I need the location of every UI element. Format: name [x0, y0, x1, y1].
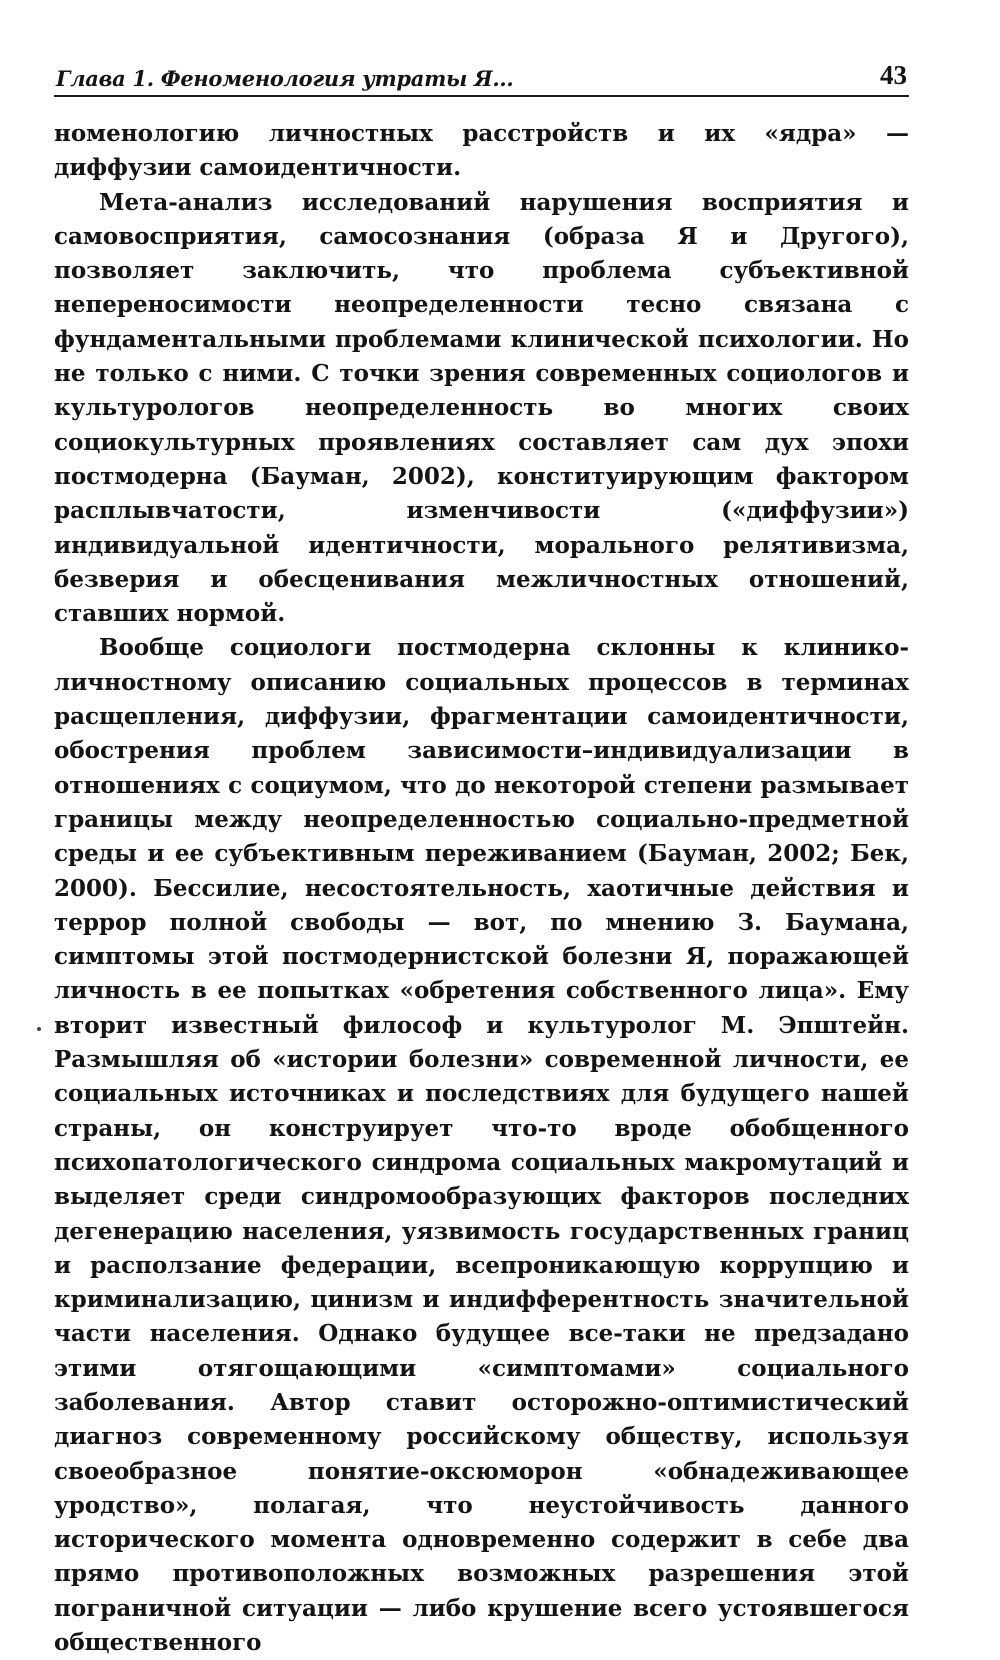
paragraph-2: Мета-анализ исследований нарушения восприятия и самовосприятия, самосознания (образа Я и Другого), позволяет заключить, что проблема субъективной непереносимости неопределенности тесно связана с фундаментальными проблемами клинической психологии. Но не только с ними. С точки зрения современных социологов и культурологов неопределенность во многих своих социокультурных проявлениях составляет сам дух эпохи постмодерна (Бауман, 2002), конституирующим фактором расплывчатости, изменчивости («диффузии») индивидуальной идентичности, морального релятивизма, безверия и обесценивания межличностных отношений, ставших нормой.: [54, 188, 909, 628]
body-text: [54, 117, 909, 1660]
paragraph-1: номенологию личностных расстройств и их «ядра» — диффузии самоидентичности.: [54, 120, 909, 182]
page-number: 43: [880, 60, 907, 90]
scan-speck: [37, 1027, 41, 1031]
paragraph-3: Вообще социологи постмодерна склонны к клинико-личностному описанию социальных процессов в терминах расщепления, диффузии, фрагментации самоидентичности, обострения проблем зависимости–индивидуализации в отношениях с социумом, что до некоторой степени размывает границы между неопределенностью социально-предметной среды и ее субъективным переживанием (Бауман, 2002; Бек, 2000). Бессилие, несостоятельность, хаотичные действия и террор полной свободы — вот, по мнению З. Баумана, симптомы этой постмодернистской болезни Я, поражающей личность в ее попытках «обретения собственного лица». Ему вторит известный философ и культуролог М. Эпштейн. Размышляя об «истории болезни» современной личности, ее социальных источниках и последствиях для будущего нашей страны, он конструирует что-то вроде обобщенного психопатологического синдрома социальных макромутаций и выделяет среди синдромообразующих факторов последних дегенерацию населения, уязвимость государственных границ и расползание федерации, всепроникающую коррупцию и криминализацию, цинизм и индифферентность значительной части населения. Однако будущее все-таки не предзадано этими отягощающими «симптомами» социального заболевания. Автор ставит осторожно-оптимистический диагноз современному российскому обществу, используя своеобразное понятие-оксюморон «обнадеживающее уродство», полагая, что неустойчивость данного исторического момента одновременно содержит в себе два прямо противоположных возможных разрешения этой пограничной ситуации — либо крушение всего устоявшегося общественного: [54, 634, 909, 1657]
running-title: Глава 1. Феноменология утраты Я...: [56, 66, 514, 91]
book-page: [40, 55, 915, 1657]
running-header: [54, 55, 909, 97]
